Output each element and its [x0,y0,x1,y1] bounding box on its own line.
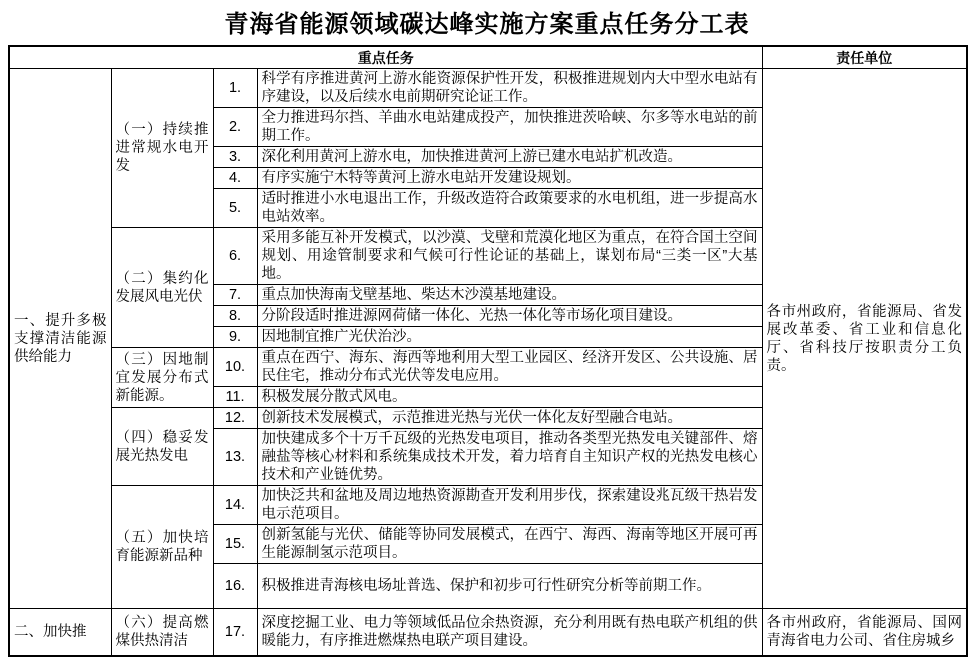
task-number: 3. [213,147,257,168]
task-text: 创新技术发展模式，示范推进光热与光伏一体化友好型融合电站。 [257,408,762,429]
header-key-tasks: 重点任务 [9,46,762,69]
task-number: 2. [213,108,257,147]
subcategory-1-cell: （一）持续推进常规水电开发 [111,69,213,228]
responsible-1-cell: 各市州政府，省能源局、省发展改革委、省工业和信息化厅、省科技厅按职责分工负责。 [762,69,967,609]
subcategory-5-cell: （五）加快培育能源新品种 [111,486,213,609]
task-number: 7. [213,285,257,306]
task-text: 积极发展分散式风电。 [257,387,762,408]
task-number: 12. [213,408,257,429]
task-text: 重点加快海南戈壁基地、柴达木沙漠基地建设。 [257,285,762,306]
task-number: 13. [213,429,257,486]
responsible-2-cell: 各市州政府，省能源局、国网青海省电力公司、省住房城乡 [762,609,967,657]
task-number: 6. [213,228,257,285]
category-2-cell: 二、加快推 [9,609,111,657]
task-number: 9. [213,327,257,348]
task-text: 创新氢能与光伏、储能等协同发展模式，在西宁、海西、海南等地区开展可再生能源制氢示范项目。 [257,525,762,564]
task-number: 11. [213,387,257,408]
task-number: 1. [213,69,257,108]
task-text: 加快建成多个十万千瓦级的光热发电项目，推动各类型光热发电关键部件、熔融盐等核心材料和系统集成技术开发，着力培育自主知识产权的光热发电核心技术和产业链优势。 [257,429,762,486]
task-text: 科学有序推进黄河上游水能资源保护性开发，积极推进规划内大中型水电站有序建设，以及后续水电前期研究论证工作。 [257,69,762,108]
task-number: 8. [213,306,257,327]
task-number: 16. [213,564,257,609]
task-number: 14. [213,486,257,525]
subcategory-2-cell: （二）集约化发展风电光伏 [111,228,213,348]
header-responsible-unit: 责任单位 [762,46,967,69]
task-text: 积极推进青海核电场址普选、保护和初步可行性研究分析等前期工作。 [257,564,762,609]
subcategory-6-cell: （六）提高燃煤供热清洁 [111,609,213,657]
task-number: 17. [213,609,257,657]
task-row [9,609,967,657]
subcategory-3-cell: （三）因地制宜发展分布式新能源。 [111,348,213,408]
task-text: 加快泛共和盆地及周边地热资源勘查开发利用步伐，探索建设兆瓦级干热岩发电示范项目。 [257,486,762,525]
task-row [9,69,967,108]
task-text: 全力推进玛尔挡、羊曲水电站建成投产，加快推进茨哈峡、尔多等水电站的前期工作。 [257,108,762,147]
task-text: 深度挖掘工业、电力等领域低品位余热资源，充分利用既有热电联产机组的供暖能力，有序推进燃煤热电联产项目建设。 [257,609,762,657]
task-number: 4. [213,168,257,189]
header-row [9,46,967,69]
page-title: 青海省能源领域碳达峰实施方案重点任务分工表 [224,11,750,38]
task-number: 15. [213,525,257,564]
task-text: 深化利用黄河上游水电，加快推进黄河上游已建水电站扩机改造。 [257,147,762,168]
task-text: 有序实施宁木特等黄河上游水电站开发建设规划。 [257,168,762,189]
task-number: 5. [213,189,257,228]
task-text: 分阶段适时推进源网荷储一体化、光热一体化等市场化项目建设。 [257,306,762,327]
task-text: 重点在西宁、海东、海西等地利用大型工业园区、经济开发区、公共设施、居民住宅，推动分布式光伏等发电应用。 [257,348,762,387]
task-text: 采用多能互补开发模式，以沙漠、戈壁和荒漠化地区为重点，在符合国土空间规划、用途管制要求和气候可行性论证的基础上，谋划布局“三类一区”大基地。 [257,228,762,285]
task-number: 10. [213,348,257,387]
category-1-cell: 一、提升多极支撑清洁能源供给能力 [9,69,111,609]
task-text: 适时推进小水电退出工作，升级改造符合政策要求的水电机组，进一步提高水电站效率。 [257,189,762,228]
subcategory-4-cell: （四）稳妥发展光热发电 [111,408,213,486]
task-text: 因地制宜推广光伏治沙。 [257,327,762,348]
task-division-table [8,45,968,657]
